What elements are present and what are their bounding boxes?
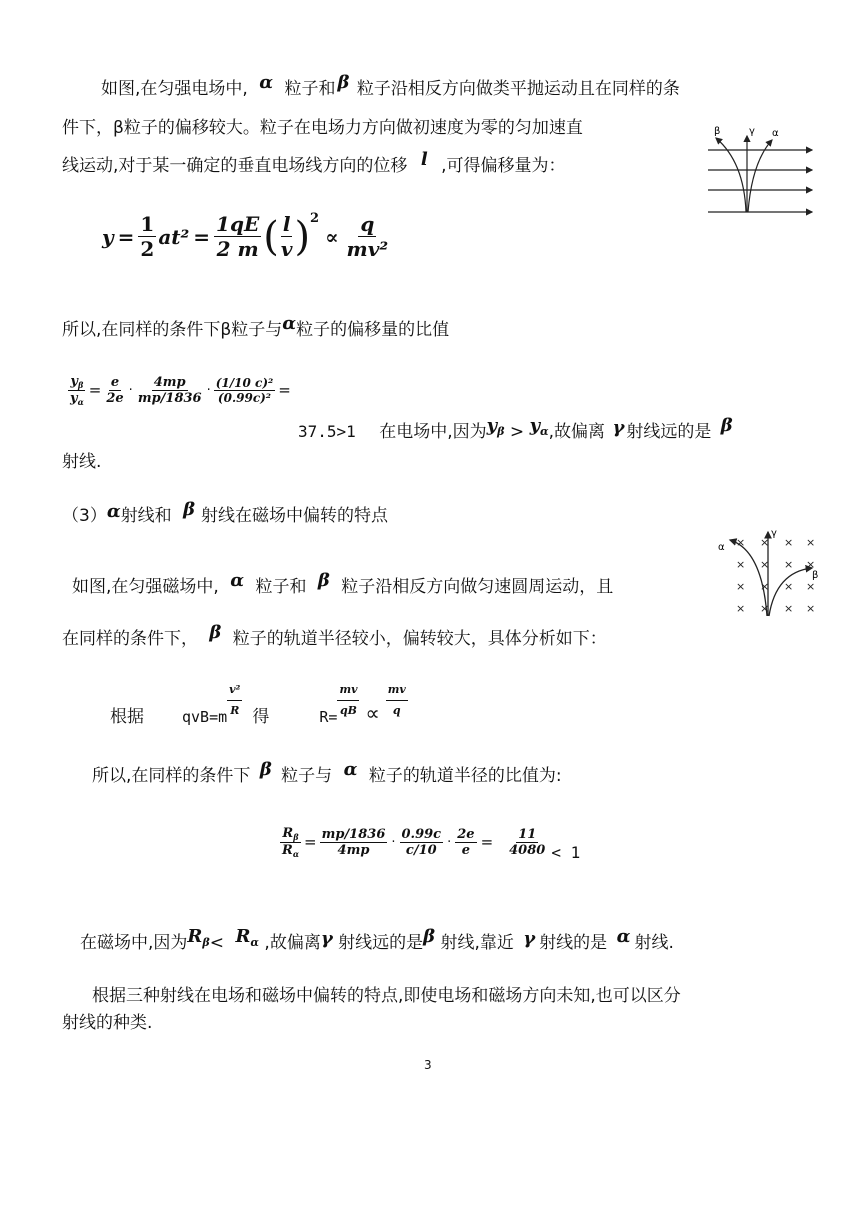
text: ,可得偏移量为： [441,156,566,176]
fraction-qE [214,212,261,261]
cross-mark: × [784,602,794,615]
cross-mark: × [736,558,746,571]
numerator: (1/10 c)² [215,375,274,390]
eq-equals: = [117,224,135,249]
para2 [62,313,450,340]
beta-symbol: β [209,622,222,643]
text: 射线和 [120,506,172,526]
fraction-y-ratio: $\frac{y_\beta}{y_\alpha}$ [70,374,84,407]
force-equation: qvB=m [182,708,228,726]
beta-symbol: β [259,759,272,780]
page-number: 3 [424,1058,432,1072]
field-crosses [736,536,815,615]
R-beta: R [187,926,203,947]
y-beta: y [486,415,498,436]
y-alpha: y [529,415,541,436]
eq-at2: at² [158,224,190,249]
fraction-v2-R [227,680,242,721]
numerator: 1 [140,212,155,236]
alpha-symbol: α [106,501,121,522]
para4 [92,759,562,786]
cross-mark: × [736,580,746,593]
text: 如图,在匀强电场中, [101,79,248,99]
R-beta: R [282,826,294,841]
para6-line2: 射线的种类. [62,1013,153,1033]
text: 射线在磁场中偏转的特点 [201,506,389,526]
text: 射线远的是 [338,933,424,953]
numerator: mp/1836 [321,826,386,842]
text: 射线,靠近 [440,933,514,953]
eq-equals: = [278,381,291,400]
fraction-e [104,375,125,406]
numerator: 1qE [216,212,260,236]
text: 射线的是 [539,933,608,953]
eq-y: y [102,224,114,249]
exponent: 2 [310,211,320,226]
denominator: 2e [106,390,124,406]
eq-equals: = [88,381,102,400]
numerator: mv [337,680,359,701]
text: 粒子和 [255,577,307,597]
para6-line1: 根据三种射线在电场和磁场中偏转的特点,即使电场和磁场方向未知,也可以区分 [92,986,681,1006]
fraction-mv-qB [337,680,359,721]
text: 根据 [110,707,144,727]
fraction-result [507,827,547,858]
text: 得 [252,707,270,727]
alpha-label: α [718,542,725,553]
beta-symbol: β [183,499,196,520]
alpha-symbol: α [230,570,245,591]
l-symbol: l [420,149,428,170]
text: 粒子与 [281,766,333,786]
denominator: mv² [346,237,389,261]
para1-line2: 件下，β粒子的偏移较大。粒子在电场力方向做初速度为零的匀加速直 [62,118,583,138]
denominator: 2 [140,237,155,261]
para5: 在磁场中,因为$R_\beta< R_\alpha$ ,故偏离γ 射线远的是β 射线,靠近 γ 射线的是 α 射线. [80,926,674,953]
text: 射线远的是 [626,422,712,442]
fraction-velocity [214,376,276,405]
cross-mark: × [806,602,816,615]
numerator: 4mp [153,374,186,390]
alpha-symbol: α [343,759,358,780]
text: 在同样的条件下， [62,629,198,649]
alpha-symbol: α [259,72,274,93]
numerator: mv [386,680,408,701]
eq-equals: = [480,833,494,852]
beta-symbol: β [317,570,330,591]
denominator: R [230,704,240,717]
text: 如图,在匀强磁场中, [72,577,219,597]
denominator: 4080 [509,842,546,858]
radius-ratio-equation: $\frac{R_\beta}{R_\alpha}$ = $\frac{mp/1836}{4mp}$ · $\frac{0.99c}{c/10}$ · $\frac{2e}{e}$ = $\frac{11}{4080}$ < 1 [282,826,581,862]
denominator: e [461,842,471,858]
gamma-symbol: γ [612,417,625,438]
deflection-equation: y = $\frac{1}{2}$ at² = $\frac{1qE}{2 m}$ ( $\frac{l}{v}$ ) 2 ∝ $\frac{q}{\text{mv²}}$ [102,211,389,261]
numerator: v² [227,680,242,701]
greater-than: > [509,422,525,442]
y-beta: y [70,374,78,389]
numerator: l [282,212,291,236]
text: 粒子沿相反方向做类平抛运动且在同样的条 [356,79,680,99]
denominator: qB [339,704,357,717]
numerator: q [360,212,375,236]
denominator: v [280,237,293,261]
cross-mark: × [760,602,770,615]
text: 线运动,对于某一确定的垂直电场线方向的位移 [62,156,408,176]
beta-label: β [714,126,721,137]
text: ,故偏离 [264,933,321,953]
numerator: 0.99c [401,826,442,842]
proportional-symbol: ∝ [365,701,380,725]
section-heading-3 [62,499,389,526]
text: 粒子的轨道半径较小，偏转较大，具体分析如下： [232,629,607,649]
gamma-label: γ [771,528,777,539]
alpha-path [748,140,772,212]
beta-symbol: β [720,415,733,436]
fraction-R-ratio: $\frac{R_\beta}{R_\alpha}$ [282,826,300,859]
para2-line2: 射线. [62,452,102,472]
less-than: < [209,933,225,953]
deflection-ratio-equation: $\frac{y_\beta}{y_\alpha}$ = $\frac{e}{2e}$ · $\frac{4mp}{mp/1836}$ · $\frac{\text{(1/10 c)²}}{\text{(0.99c)²}}$ = [70,374,291,407]
gamma-symbol: γ [320,928,333,949]
cross-mark: × [784,536,794,549]
cross-mark: × [760,580,770,593]
ratio-result: 37.5>1 [298,422,356,441]
cross-mark: × [736,602,746,615]
eq-equals: = [304,833,317,852]
beta-path [716,138,746,212]
text: 在电场中,因为 [379,422,487,442]
cross-mark: × [784,580,794,593]
para3-line2 [62,622,607,649]
text: 粒子的轨道半径的比值为: [368,766,562,786]
eq-equals: = [193,224,211,249]
numerator: 11 [518,826,537,842]
text: 射线. [634,933,674,953]
alpha-symbol: α [616,926,631,947]
numerator: e [110,374,120,390]
fraction-charge [455,827,476,858]
text: 在磁场中,因为 [80,933,188,953]
denominator: 4mp [337,842,370,858]
cross-mark: × [784,558,794,571]
text: 所以,在同样的条件下 [92,766,251,786]
beta-symbol: β [423,926,436,947]
cross-mark: × [760,558,770,571]
para1-line1 [101,72,680,99]
denominator: q [392,704,401,717]
denominator: (0.99c)² [217,390,272,405]
para3-line1 [72,570,614,597]
cross-mark: × [736,536,746,549]
section-number: （3） [62,506,107,526]
para1-line3 [62,149,566,176]
text: 粒子沿相反方向做匀速圆周运动，且 [341,577,614,597]
proportional-symbol: ∝ [325,224,339,249]
cross-mark: × [806,580,816,593]
text: 粒子的偏移量的比值 [296,320,450,340]
R-alpha: R [235,926,251,947]
text: 粒子和 [284,79,336,99]
R-alpha: R [282,842,293,858]
fraction-l-v [279,212,295,261]
cross-mark: × [760,536,770,549]
fraction-half [138,212,156,261]
fraction-mass [136,375,204,406]
beta-symbol: β [337,72,350,93]
gamma-label: γ [749,126,755,137]
text: ,故偏离 [548,422,606,442]
fraction-mv-q [386,680,408,721]
cross-mark: × [806,558,816,571]
electric-field-figure [700,122,820,232]
denominator: 2 m [216,237,259,261]
gamma-symbol: γ [523,928,536,949]
numerator: 2e [457,826,475,842]
beta-label: β [812,570,819,581]
text: 所以,在同样的条件下β粒子与 [62,320,283,340]
denominator: c/10 [405,842,437,858]
y-alpha: y [70,390,78,406]
fraction-mass [320,827,388,858]
radius-label: R= [319,708,338,726]
denominator: mp/1836 [137,390,202,406]
cross-mark: × [806,536,816,549]
fraction-velocity [400,827,444,858]
alpha-label: α [772,128,779,139]
para2-conclusion: 37.5>1 在电场中,因为$y_\beta > y_\alpha$,故偏离 γ 射线远的是 β [298,415,733,442]
less-than-one: < 1 [551,842,581,862]
fraction-q-mv2 [345,212,391,261]
alpha-symbol: α [282,313,297,334]
magnetic-field-figure [716,528,826,620]
radius-equation [110,683,408,727]
